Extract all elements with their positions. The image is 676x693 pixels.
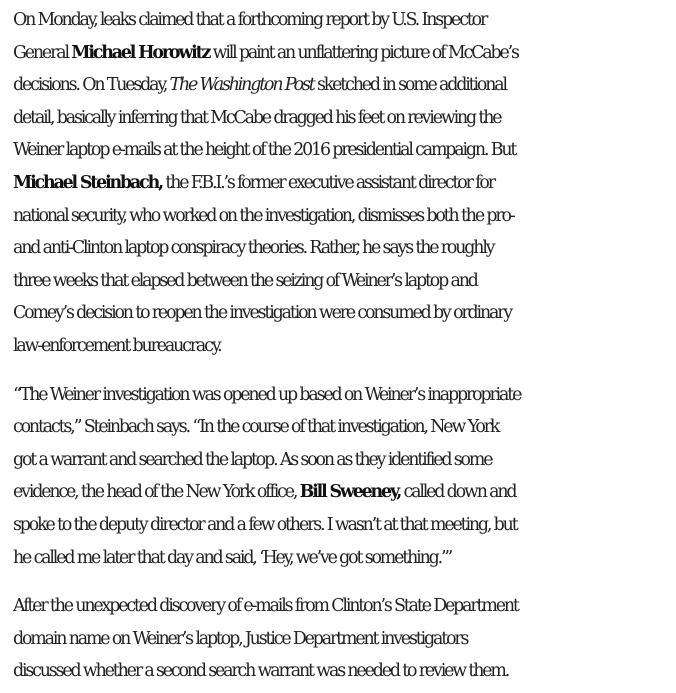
text-line: three weeks that elapsed between the seizing of Weiner’s laptop and <box>13 270 477 291</box>
paragraph-2 <box>13 379 676 575</box>
text-segment: the F.B.I.’s former executive assistant director for <box>162 172 494 193</box>
text-line: detail, basically inferring that McCabe dragged his feet on reviewing the <box>13 107 501 128</box>
text-line: On Monday, leaks claimed that a forthcoming report by U.S. Inspector <box>13 10 487 30</box>
text-segment: will paint an unflattering picture of McCabe’s <box>209 42 518 63</box>
person-name-sweeney: Bill Sweeney, <box>299 482 401 503</box>
text-line <box>13 69 676 102</box>
text-line: and anti-Clinton laptop conspiracy theories. Rather, he says the roughly <box>13 238 494 259</box>
person-name-steinbach: Michael Steinbach, <box>13 172 163 193</box>
text-line: Weiner laptop e-mails at the height of the 2016 presidential campaign. But <box>13 140 516 161</box>
text-line: Comey’s decision to reopen the investigation were consumed by ordinary <box>13 303 512 324</box>
text-line: domain name on Weiner’s laptop, Justice Department investigators <box>13 628 468 649</box>
text-segment: General <box>13 42 72 63</box>
text-segment: evidence, the head of the New York office, <box>13 482 300 503</box>
text-line: spoke to the deputy director and a few others. I wasn’t at that meeting, but <box>13 514 517 535</box>
publication-name: The Washington Post <box>169 75 314 96</box>
text-line: After the unexpected discovery of e-mails from Clinton’s State Department <box>13 596 518 617</box>
text-line: “The Weiner investigation was opened up based on Weiner’s inappropriate <box>13 384 521 405</box>
text-line <box>13 476 676 509</box>
text-line: contacts,” Steinbach says. “In the course of that investigation, New York <box>13 417 499 438</box>
text-line: law-enforcement bureaucracy. <box>13 335 221 356</box>
text-segment: called down and <box>400 482 516 503</box>
person-name-horowitz: Michael Horowitz <box>71 42 210 63</box>
text-segment: sketched in some additional <box>313 75 506 96</box>
text-line: he called me later that day and said, ‘Hey, we’ve got something.’” <box>13 547 452 568</box>
text-line: got a warrant and searched the laptop. As soon as they identified some <box>13 449 492 470</box>
text-line: national security, who worked on the investigation, dismisses both the pro- <box>13 205 514 226</box>
paragraph-1 <box>13 4 676 363</box>
paragraph-3 <box>13 590 676 688</box>
text-line <box>13 37 676 70</box>
text-segment: decisions. On Tuesday, <box>13 75 170 96</box>
text-line: discussed whether a second search warrant was needed to review them. <box>13 661 509 682</box>
text-line <box>13 167 676 200</box>
